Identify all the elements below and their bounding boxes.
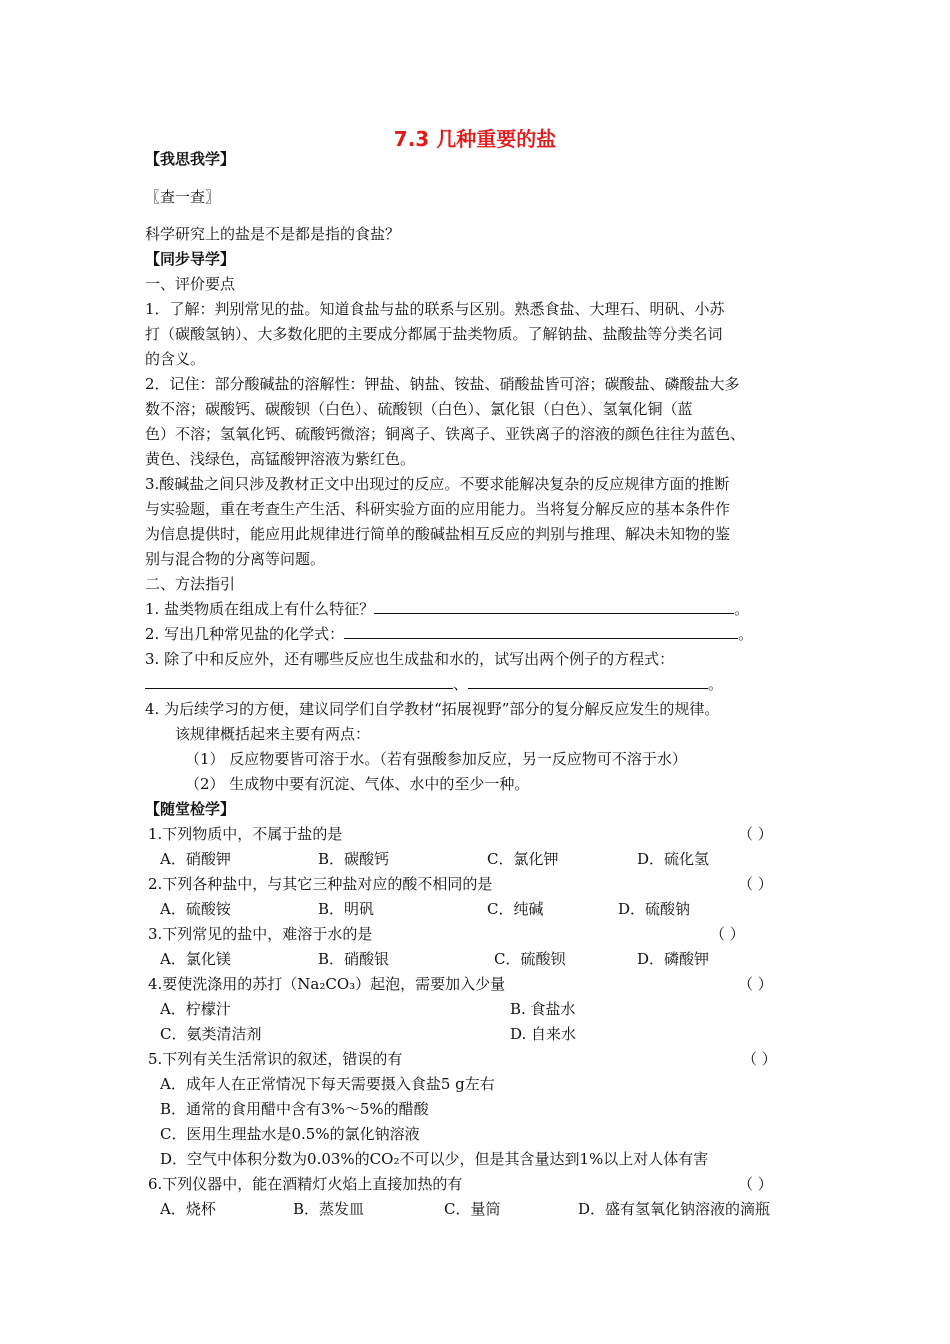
answer-paren[interactable]: （ ） xyxy=(738,875,773,893)
question-text: 科学研究上的盐是不是都是指的食盐？ xyxy=(145,225,401,243)
point-1-line-3: 的含义。 xyxy=(145,350,206,368)
quiz-q4-option-c: C．氨类清洁剂 xyxy=(160,1025,262,1043)
answer-paren[interactable]: （ ） xyxy=(738,825,773,843)
answer-paren[interactable]: （ ） xyxy=(742,1050,777,1068)
method-3-blanks xyxy=(145,672,723,697)
method-1-text: 1. 盐类物质在组成上有什么特征？ xyxy=(145,600,375,618)
method-1 xyxy=(145,597,749,622)
quiz-q2: 2.下列各种盐中，与其它三种盐对应的酸不相同的是 xyxy=(148,875,493,893)
quiz-q1-option-c: C．氯化钾 xyxy=(487,850,559,868)
quiz-q2-option-c: C．纯碱 xyxy=(487,900,544,918)
quiz-q1-option-b: B．碳酸钙 xyxy=(318,850,390,868)
quiz-q1: 1.下列物质中，不属于盐的是 xyxy=(148,825,343,843)
point-3-line-2: 与实验题，重在考查生产生活、科研实验方面的应用能力。当将复分解反应的基本条件作 xyxy=(145,500,731,518)
answer-paren[interactable]: （ ） xyxy=(738,1175,773,1193)
answer-paren[interactable]: （ ） xyxy=(710,925,745,943)
point-3-line-4: 别与混合物的分离等问题。 xyxy=(145,550,326,568)
quiz-q3-option-c: C．硫酸钡 xyxy=(494,950,566,968)
quiz-q5-option-c: C．医用生理盐水是0.5%的氯化钠溶液 xyxy=(160,1125,420,1143)
method-3: 3. 除了中和反应外，还有哪些反应也生成盐和水的，试写出两个例子的方程式： xyxy=(145,650,675,668)
point-2-line-1: 2．记住：部分酸碱盐的溶解性：钾盐、钠盐、铵盐、硝酸盐皆可溶；碳酸盐、磷酸盐大多 xyxy=(145,375,740,393)
rule-2: （2） 生成物中要有沉淀、气体、水中的至少一种。 xyxy=(185,775,530,793)
quiz-q6-option-d: D．盛有氢氧化钠溶液的滴瓶 xyxy=(578,1200,771,1218)
quiz-q6-option-b: B．蒸发皿 xyxy=(293,1200,365,1218)
period: 。 xyxy=(734,600,750,618)
quiz-q1-option-a: A．硝酸钾 xyxy=(160,850,231,868)
quiz-q2-option-b: B．明矾 xyxy=(318,900,375,918)
quiz-q6-option-c: C．量筒 xyxy=(444,1200,501,1218)
point-1-line-1: 1．了解：判别常见的盐。知道食盐与盐的联系与区别。熟悉食盐、大理石、明矾、小苏 xyxy=(145,300,725,318)
answer-paren[interactable]: （ ） xyxy=(738,975,773,993)
quiz-q3-option-b: B．硝酸银 xyxy=(318,950,390,968)
quiz-q4: 4.要使洗涤用的苏打（Na₂CO₃）起泡，需要加入少量 xyxy=(148,975,506,993)
quiz-q5-option-d: D．空气中体积分数为0.03%的CO₂不可以少，但是其含量达到1%以上对人体有害 xyxy=(160,1150,709,1168)
section-heading-wosi: 【我思我学】 xyxy=(145,150,236,168)
quiz-q5-option-a: A．成年人在正常情况下每天需要摄入食盐5 g左右 xyxy=(160,1075,495,1093)
method-2 xyxy=(145,622,753,647)
comma: 、 xyxy=(453,675,469,693)
point-1-line-2: 打（碳酸氢钠）、大多数化肥的主要成分都属于盐类物质。了解钠盐、盐酸盐等分类名词 xyxy=(145,325,723,343)
quiz-q2-option-a: A．硫酸铵 xyxy=(160,900,231,918)
page-title: 7.3 几种重要的盐 xyxy=(393,127,557,151)
subheading-pingjia: 一、评价要点 xyxy=(145,275,236,293)
quiz-q6: 6.下列仪器中，能在酒精灯火焰上直接加热的有 xyxy=(148,1175,463,1193)
point-2-line-3: 色）不溶；氢氧化钙、硫酸钙微溶；铜离子、铁离子、亚铁离子的溶液的颜色往往为蓝色、 xyxy=(145,425,746,443)
quiz-q5: 5.下列有关生活常识的叙述，错误的有 xyxy=(148,1050,403,1068)
section-heading-suitang: 【随堂检学】 xyxy=(145,800,236,818)
period: 。 xyxy=(738,625,754,643)
period: 。 xyxy=(708,675,724,693)
quiz-q3-option-d: D．磷酸钾 xyxy=(637,950,710,968)
answer-blank[interactable] xyxy=(145,672,453,689)
section-heading-tongbu: 【同步导学】 xyxy=(145,250,236,268)
point-2-line-2: 数不溶；碳酸钙、碳酸钡（白色）、硫酸钡（白色）、氯化银（白色）、氢氧化铜（蓝 xyxy=(145,400,693,418)
quiz-q2-option-d: D．硫酸钠 xyxy=(618,900,691,918)
point-2-line-4: 黄色、浅绿色，高锰酸钾溶液为紫红色。 xyxy=(145,450,416,468)
subheading-chayicha: 〖查一查〗 xyxy=(145,188,221,206)
subheading-fangfa: 二、方法指引 xyxy=(145,575,236,593)
answer-blank[interactable] xyxy=(374,597,734,614)
quiz-q3: 3.下列常见的盐中，难溶于水的是 xyxy=(148,925,373,943)
quiz-q5-option-b: B．通常的食用醋中含有3%～5%的醋酸 xyxy=(160,1100,429,1118)
answer-blank[interactable] xyxy=(468,672,708,689)
rule-1: （1） 反应物要皆可溶于水。（若有强酸参加反应，另一反应物可不溶于水） xyxy=(185,750,687,768)
quiz-q4-option-a: A．柠檬汁 xyxy=(160,1000,231,1018)
quiz-q4-option-b: B. 食盐水 xyxy=(510,1000,576,1018)
method-4-line-1: 4. 为后续学习的方便，建议同学们自学教材“拓展视野”部分的复分解反应发生的规律。 xyxy=(145,700,720,718)
point-3-line-1: 3.酸碱盐之间只涉及教材正文中出现过的反应。不要求能解决复杂的反应规律方面的推断 xyxy=(145,475,730,493)
method-2-text: 2. 写出几种常见盐的化学式： xyxy=(145,625,345,643)
quiz-q6-option-a: A．烧杯 xyxy=(160,1200,216,1218)
answer-blank[interactable] xyxy=(344,622,738,639)
method-4-line-2: 该规律概括起来主要有两点： xyxy=(175,725,371,743)
point-3-line-3: 为信息提供时，能应用此规律进行简单的酸碱盐相互反应的判别与推理、解决未知物的鉴 xyxy=(145,525,731,543)
quiz-q1-option-d: D．硫化氢 xyxy=(637,850,710,868)
quiz-q3-option-a: A．氯化镁 xyxy=(160,950,231,968)
quiz-q4-option-d: D. 自来水 xyxy=(510,1025,577,1043)
